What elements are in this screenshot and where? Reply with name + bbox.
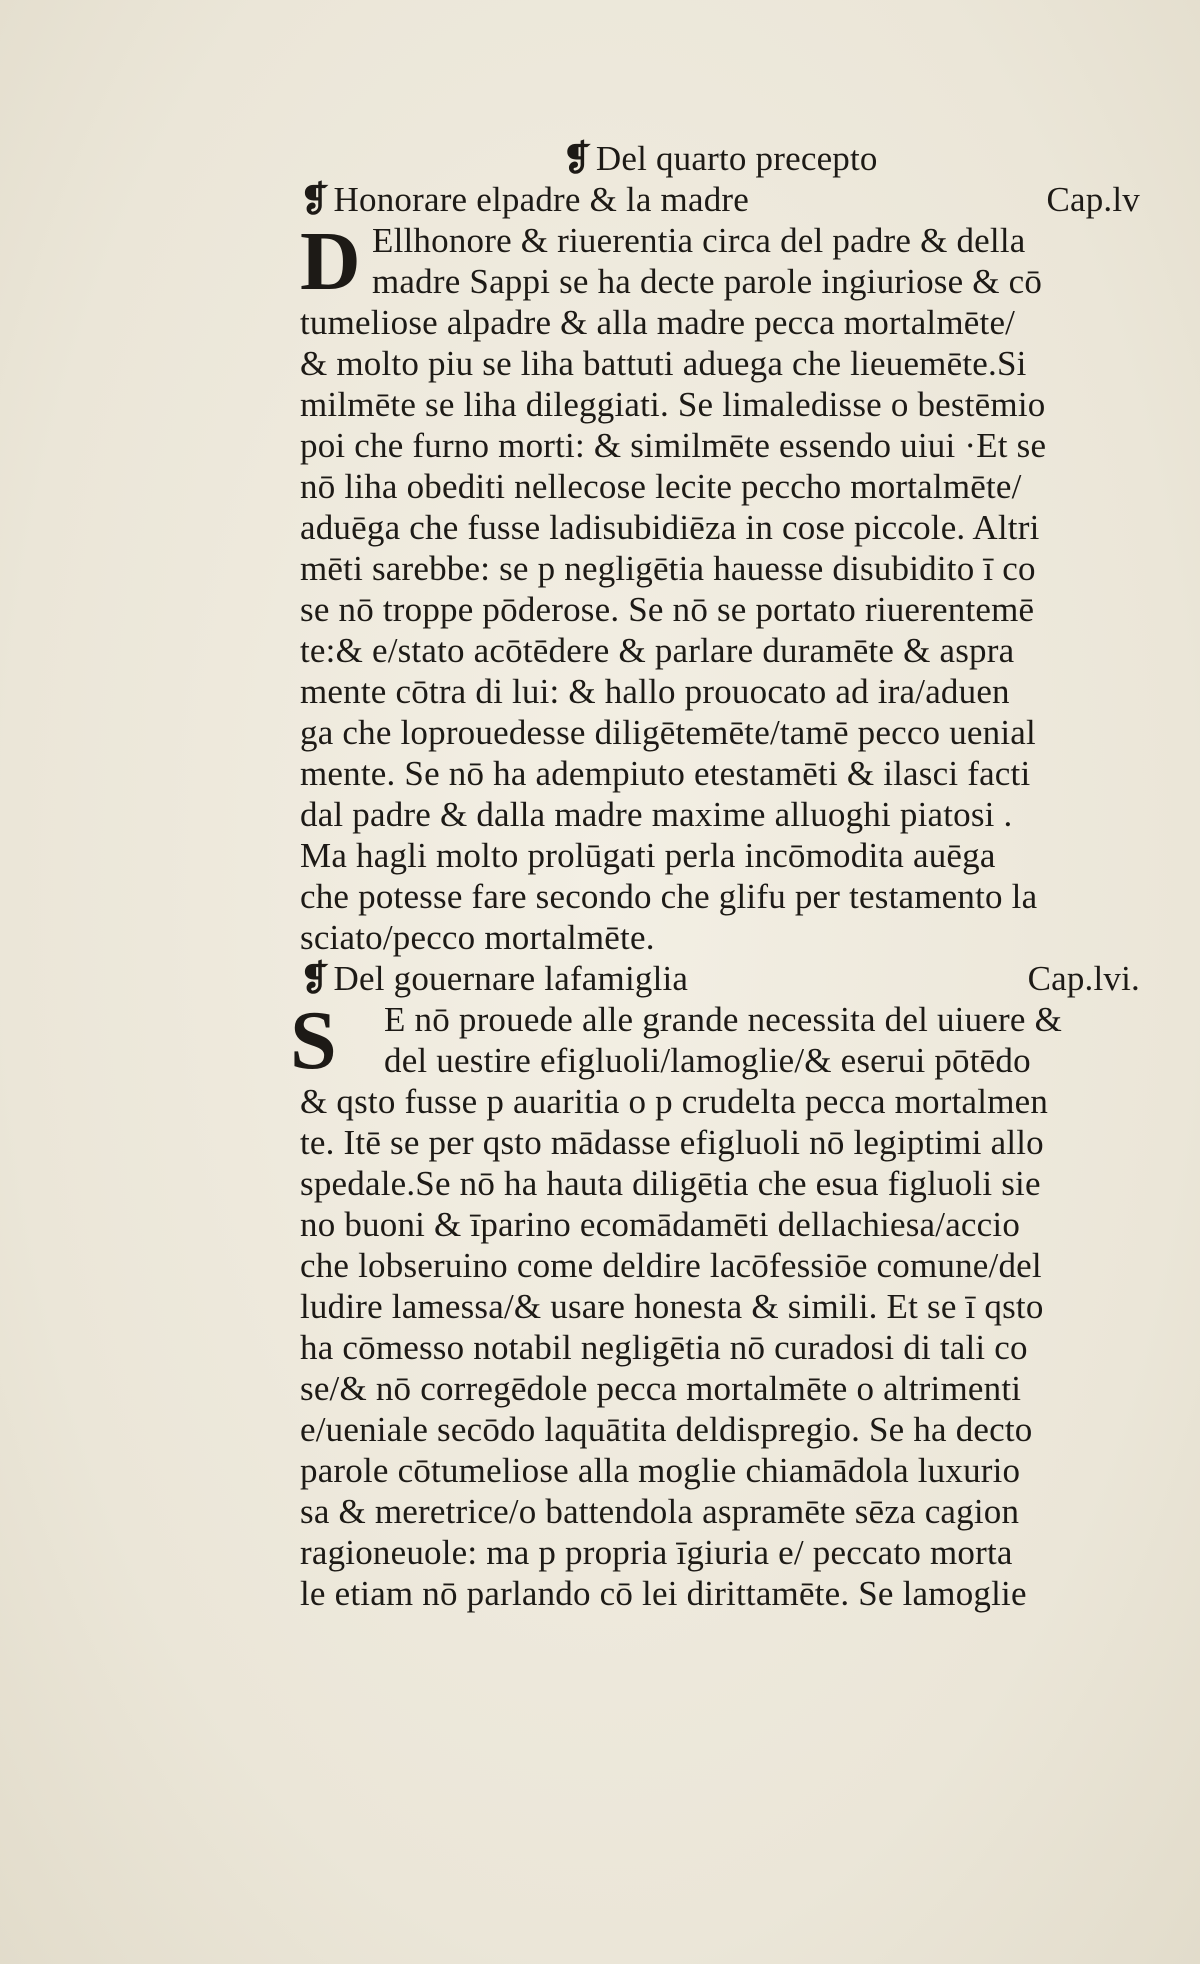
drop-cap-initial: S: [290, 994, 337, 1087]
chapter-number: Cap.lvi.: [1027, 959, 1140, 998]
text-line: E nō prouede alle grande necessita del uiuere &: [384, 1000, 1063, 1039]
text-line: ha cōmesso notabil negligētia nō curadosi di tali co: [300, 1328, 1028, 1367]
chapter-heading-text: Del gouernare lafamiglia: [333, 959, 689, 998]
text-line: ludire lamessa/& usare honesta & simili. Et se ī qsto: [300, 1287, 1044, 1326]
text-line: milmēte se liha dileggiati. Se limaledisse o bestēmio: [300, 385, 1046, 424]
text-line: se nō troppe pōderose. Se nō se portato riuerentemē: [300, 590, 1035, 629]
text-line: Ellhonore & riuerentia circa del padre & della: [372, 221, 1026, 260]
text-line: se/& nō corregēdole pecca mortalmēte o altrimenti: [300, 1369, 1022, 1408]
text-line: & qsto fusse p auaritia o p crudelta pecca mortalmen: [300, 1082, 1049, 1121]
text-line: che potesse fare secondo che glifu per testamento la: [300, 877, 1038, 916]
text-line: del uestire efigluoli/lamoglie/& eserui pōtēdo: [384, 1041, 1031, 1080]
text-line: dal padre & dalla madre maxime alluoghi piatosi .: [300, 795, 1013, 834]
text-line: sa & meretrice/o battendola aspramēte sēza cagion: [300, 1492, 1020, 1531]
text-line: no buoni & īparino ecomādamēti dellachiesa/accio: [300, 1205, 1021, 1244]
text-line: ragioneuole: ma p propria īgiuria e/ peccato morta: [300, 1533, 1013, 1572]
chapter-heading: [300, 179, 1140, 220]
text-block: [290, 138, 1140, 1614]
text-line: parole cōtumeliose alla moglie chiamādola luxurio: [300, 1451, 1021, 1490]
text-line: aduēga che fusse ladisubidiēza in cose piccole. Altri: [300, 508, 1040, 547]
text-line: tumeliose alpadre & alla madre pecca mortalmēte/: [300, 303, 1016, 342]
pilcrow-mark: ❡: [300, 959, 330, 998]
text-line: Ma hagli molto prolūgati perla incōmodita auēga: [300, 836, 996, 875]
text-line: e/ueniale secōdo laquātita deldispregio. Se ha decto: [300, 1410, 1033, 1449]
text-line: nō liha obediti nellecose lecite peccho mortalmēte/: [300, 467, 1022, 506]
text-line: mente cōtra di lui: & hallo prouocato ad ira/aduen: [300, 672, 1010, 711]
paragraph-governing-family: [290, 994, 1140, 1614]
text-line: mēti sarebbe: se p negligētia hauesse disubidito ī co: [300, 549, 1036, 588]
pilcrow-mark: ❡: [300, 180, 330, 219]
pilcrow-mark: ❡: [562, 139, 592, 178]
chapter-heading-text: Honorare elpadre & la madre: [333, 180, 750, 219]
section-heading: [300, 138, 1140, 179]
text-line: te:& e/stato acōtēdere & parlare duramēte & aspra: [300, 631, 1015, 670]
text-line: madre Sappi se ha decte parole ingiuriose & cō: [372, 262, 1043, 301]
text-line: spedale.Se nō ha hauta diligētia che esua figluoli sie: [300, 1164, 1041, 1203]
text-line: & molto piu se liha battuti aduega che lieuemēte.Si: [300, 344, 1027, 383]
text-line: le etiam nō parlando cō lei dirittamēte. Se lamoglie: [300, 1574, 1027, 1613]
drop-cap-initial: D: [300, 215, 361, 308]
chapter-heading: [300, 958, 1140, 999]
text-line: te. Itē se per qsto mādasse efigluoli nō legiptimi allo: [300, 1123, 1044, 1162]
chapter-number: Cap.lv: [1046, 180, 1140, 219]
text-line: mente. Se nō ha adempiuto etestamēti & ilasci facti: [300, 754, 1031, 793]
paragraph-honor-parents: [300, 215, 1140, 958]
text-line: che lobseruino come deldire lacōfessiōe comune/del: [300, 1246, 1042, 1285]
text-line: sciato/pecco mortalmēte.: [300, 918, 655, 957]
text-line: poi che furno morti: & similmēte essendo uiui ·Et se: [300, 426, 1047, 465]
section-heading-text: Del quarto precepto: [595, 139, 878, 178]
text-line: ga che loprouedesse diligētemēte/tamē pecco uenial: [300, 713, 1036, 752]
